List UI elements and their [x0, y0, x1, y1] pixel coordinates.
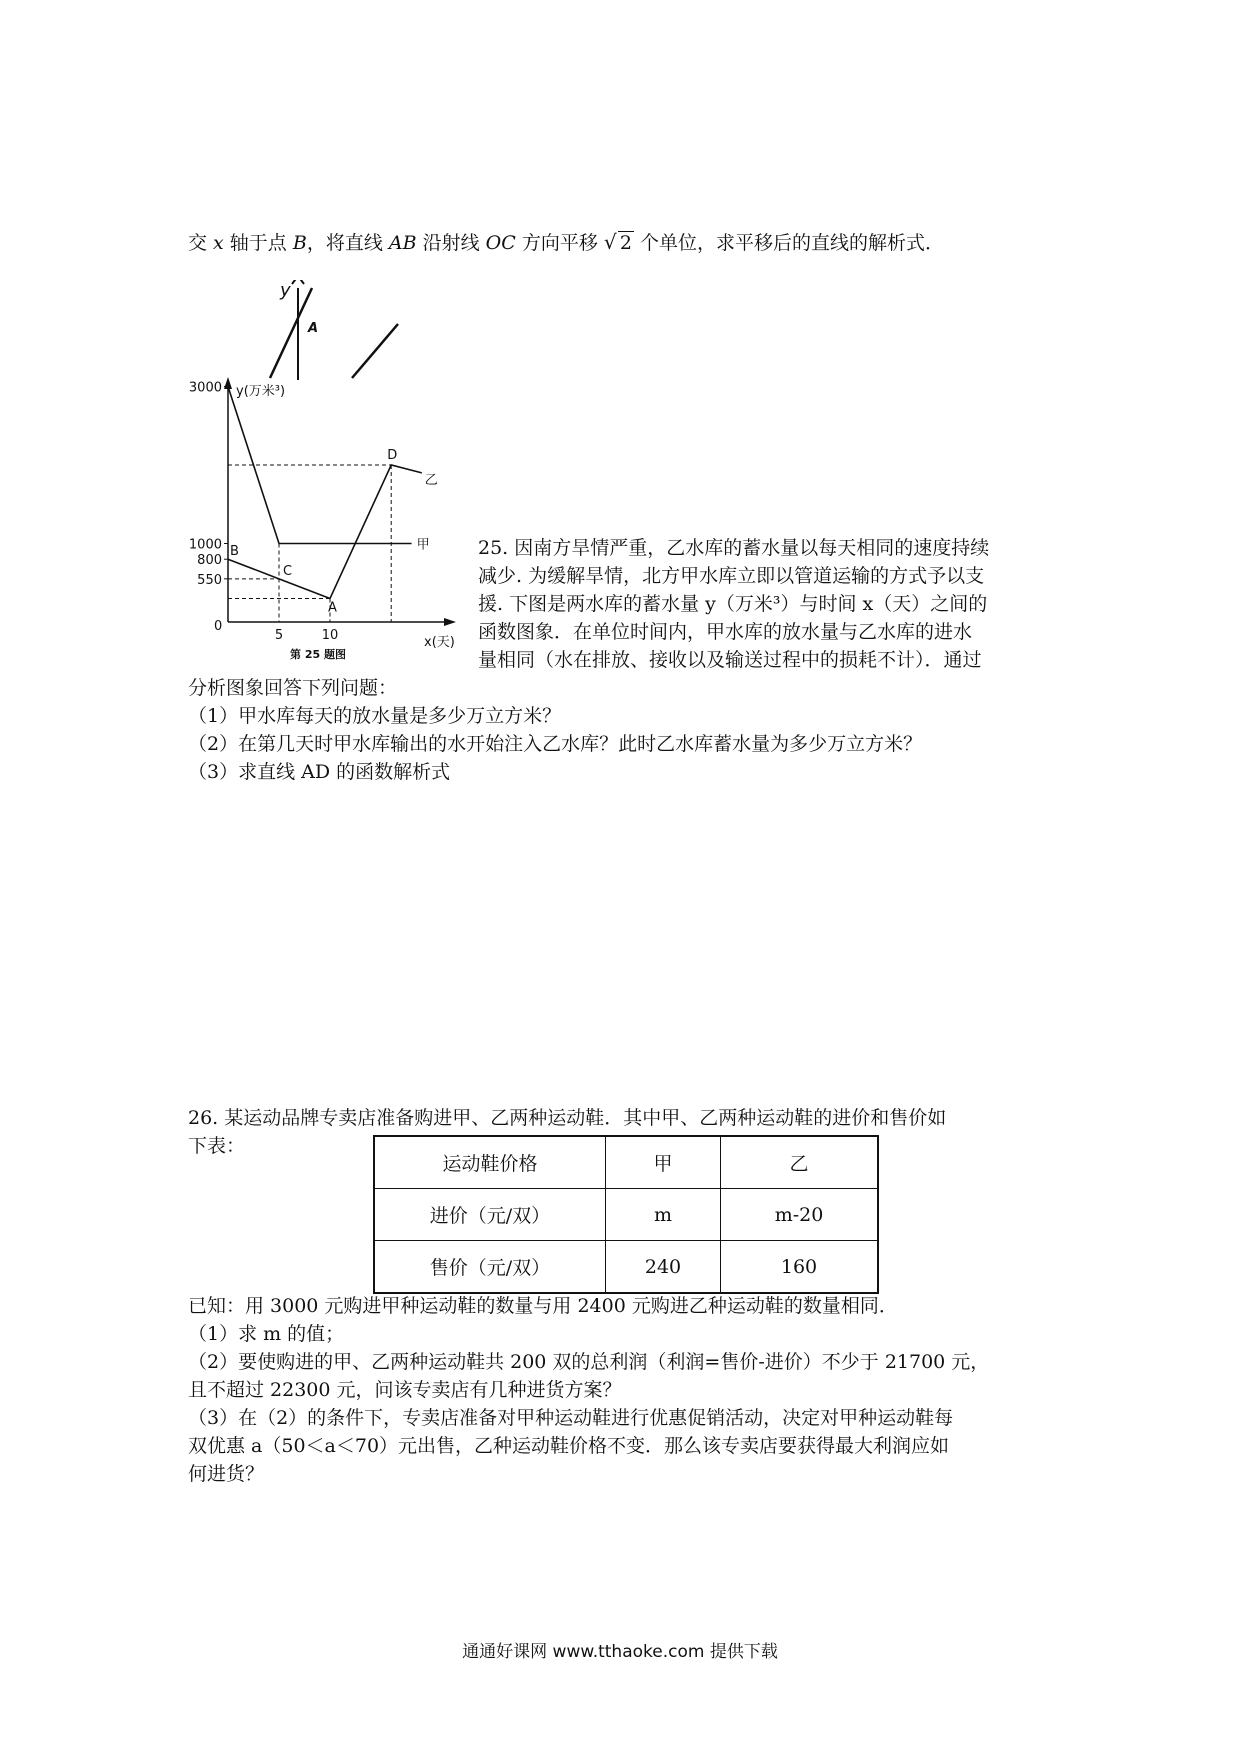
origin-label: 0 [214, 619, 223, 634]
table-cell: m [606, 1189, 721, 1241]
q25-sub1: （1）甲水库每天的放水量是多少万立方米？ [188, 705, 562, 727]
sqrt-expression [604, 230, 634, 256]
top-figure [250, 280, 430, 380]
var-b: B [292, 232, 307, 254]
var-x: x [213, 232, 224, 254]
y-tick-label: 3000 [188, 380, 222, 396]
q25-line-3: 援. 下图是两水库的蓄水量 y（万米³）与时间 x（天）之间的 [478, 593, 988, 615]
chart-axes [224, 377, 456, 626]
figure-caption: 第 25 题图 [290, 648, 346, 661]
text: 方向平移 [515, 232, 604, 254]
x-tick-label: 10 [321, 628, 339, 643]
point-a-label: A [308, 321, 319, 336]
y-axis-arrow [292, 280, 304, 284]
q25-line-1: 25. 因南方旱情严重，乙水库的蓄水量以每天相同的速度持续 [478, 537, 990, 559]
q25-line-2: 减少. 为缓解旱情，北方甲水库立即以管道运输的方式予以支 [478, 565, 985, 587]
prev-question-text [188, 230, 944, 256]
line-fragment-right [352, 324, 398, 378]
var-oc: OC [485, 232, 516, 254]
point-label-c: C [283, 563, 293, 579]
series-label-yi: 乙 [424, 472, 438, 488]
text: 轴于点 [223, 232, 293, 254]
point-label-a: A [328, 600, 337, 616]
sqrt-radicand: 2 [619, 232, 632, 254]
series-label-jia: 甲 [416, 537, 430, 553]
point-label-b: B [230, 544, 239, 560]
table-header-cell: 运动鞋价格 [374, 1136, 606, 1189]
text: 交 [188, 232, 214, 254]
table-cell: 进价（元/双） [374, 1189, 606, 1241]
table-header-cell: 甲 [606, 1136, 721, 1189]
x-axis-arrow [444, 618, 456, 626]
price-table [373, 1135, 879, 1294]
var-ab: AB [388, 232, 417, 254]
x-tick-label: 5 [274, 628, 284, 643]
text: ，将直线 [306, 232, 389, 254]
text: 个单位，求平移后的直线的解析式． [633, 232, 945, 254]
table-header-cell: 乙 [721, 1136, 879, 1189]
sqrt-sign: √ [603, 230, 617, 254]
q25-sub2: （2）在第几天时甲水库输出的水开始注入乙水库？此时乙水库蓄水量为多少万立方米？ [188, 733, 923, 755]
q26-sub2-a: （2）要使购进的甲、乙两种运动鞋共 200 双的总利润（利润=售价-进价）不少于 21700 元， [188, 1351, 990, 1373]
y-label: y [280, 280, 291, 301]
line-fragment-left [270, 288, 312, 378]
q26-sub3-c: 何进货？ [188, 1463, 265, 1485]
figure-25-chart [180, 375, 480, 675]
table-row [374, 1241, 878, 1294]
q26-line-1: 26. 某运动品牌专卖店准备购进甲、乙两种运动鞋．其中甲、乙两种运动鞋的进价和售价如 [188, 1107, 947, 1129]
q25-line-4: 函数图象．在单位时间内，甲水库的放水量与乙水库的进水 [478, 621, 973, 643]
q26-known: 已知：用 3000 元购进甲种运动鞋的数量与用 2400 元购进乙种运动鞋的数量相同． [188, 1295, 898, 1317]
table-header-row [374, 1136, 878, 1189]
text: 沿射线 [416, 232, 486, 254]
q25-sub3: （3）求直线 AD 的函数解析式 [188, 761, 451, 783]
y-axis-label: y(万米³) [236, 384, 286, 399]
q25-line-6: 分析图象回答下列问题： [188, 677, 398, 699]
q25-line-5: 量相同（水在排放、接收以及输送过程中的损耗不计）．通过 [478, 649, 982, 671]
y-tick-label: 1000 [188, 537, 222, 553]
table-cell: m-20 [721, 1189, 879, 1241]
y-tick-label: 800 [197, 553, 222, 569]
q26-sub2-b: 且不超过 22300 元，问该专卖店有几种进货方案？ [188, 1379, 622, 1401]
page-footer: 通通好课网 www.tthaoke.com 提供下载 [462, 1642, 778, 1662]
table-cell: 240 [606, 1241, 721, 1294]
q26-sub1: （1）求 m 的值； [188, 1323, 345, 1345]
x-axis-label: x(天) [424, 635, 455, 650]
y-tick-label: 550 [197, 572, 222, 588]
q26-sub3-b: 双优惠 a（50＜a＜70）元出售，乙种运动鞋价格不变．那么该专卖店要获得最大利润应如 [188, 1435, 950, 1457]
q26-line-2: 下表： [188, 1135, 246, 1157]
table-cell: 售价（元/双） [374, 1241, 606, 1294]
table-cell: 160 [721, 1241, 879, 1294]
point-label-d: D [387, 448, 398, 463]
table-row [374, 1189, 878, 1241]
chart-marks [189, 381, 455, 662]
q26-sub3-a: （3）在（2）的条件下，专卖店准备对甲种运动鞋进行优惠促销活动，决定对甲种运动鞋每 [188, 1407, 954, 1429]
